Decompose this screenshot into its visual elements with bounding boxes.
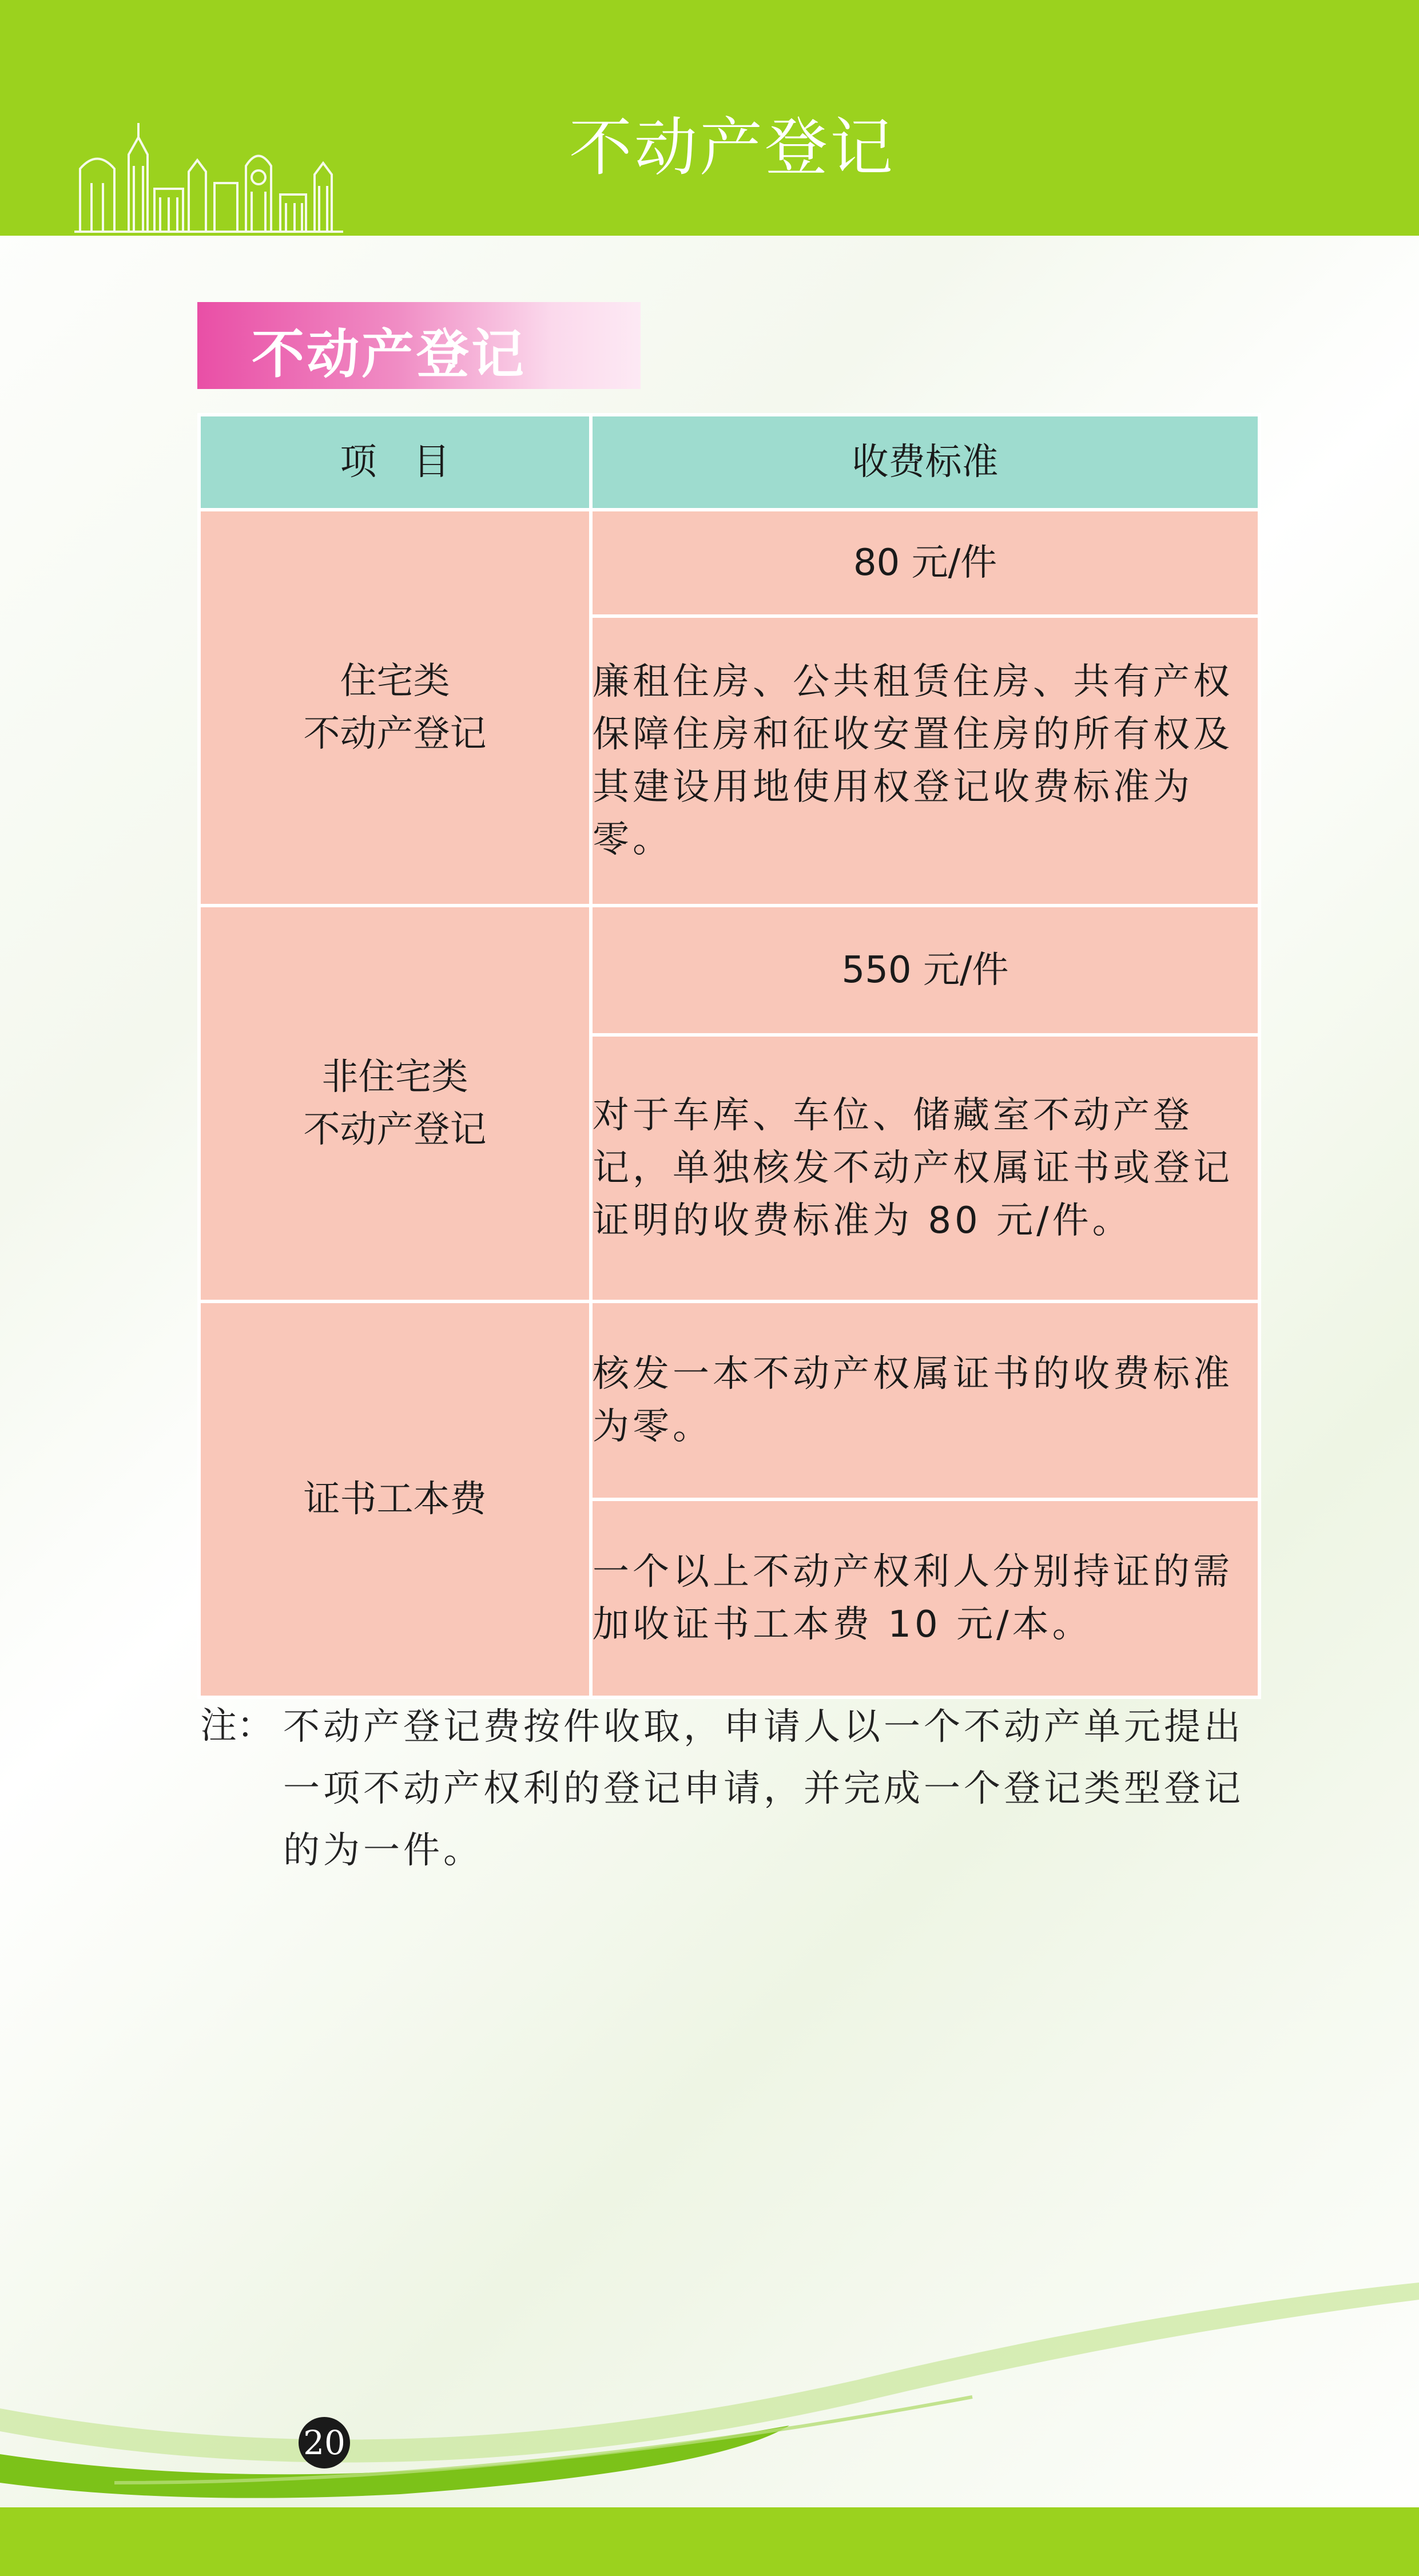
column-header-standard: 收费标准 <box>591 415 1259 510</box>
item-cell-residential <box>199 510 591 906</box>
page-header-title: 不动产登记 <box>569 111 895 184</box>
footer-band <box>0 2507 1419 2576</box>
section-tab <box>197 302 641 389</box>
item-label: 住宅类 不动产登记 <box>303 660 487 755</box>
fee-note-cell: 核发一本不动产权属证书的收费标准为零。 <box>591 1301 1259 1499</box>
item-cell-nonresidential <box>199 906 591 1301</box>
fee-note-cell: 对于车库、车位、储藏室不动产登记，单独核发不动产权属证书或登记证明的收费标准为 80 元/件。 <box>591 1035 1259 1301</box>
section-title: 不动产登记 <box>252 324 527 385</box>
page-number: 20 <box>299 2417 350 2468</box>
fee-note-cell: 一个以上不动产权利人分别持证的需加收证书工本费 10 元/本。 <box>591 1499 1259 1697</box>
decorative-swoosh <box>0 2265 1419 2511</box>
table-row <box>199 510 1259 616</box>
item-label: 非住宅类 不动产登记 <box>303 1056 487 1151</box>
note-text: 不动产登记费按件收取，申请人以一个不动产单元提出一项不动产权利的登记申请，并完成一个登记类型登记的为一件。 <box>283 1706 1244 1872</box>
fee-table <box>197 413 1261 1699</box>
table-header-row <box>199 415 1259 510</box>
city-skyline-icon <box>74 114 343 235</box>
table-row <box>199 906 1259 1035</box>
item-cell-certificate: 证书工本费 <box>199 1301 591 1697</box>
fee-note-cell: 廉租住房、公共租赁住房、共有产权保障住房和征收安置住房的所有权及其建设用地使用权登记收费标准为零。 <box>591 616 1259 906</box>
fee-cell: 550 元/件 <box>591 906 1259 1035</box>
table-row <box>199 1301 1259 1499</box>
fee-cell: 80 元/件 <box>591 510 1259 616</box>
header-band <box>0 0 1419 236</box>
note-label: 注： <box>200 1705 273 1747</box>
column-header-item: 项 目 <box>199 415 591 510</box>
